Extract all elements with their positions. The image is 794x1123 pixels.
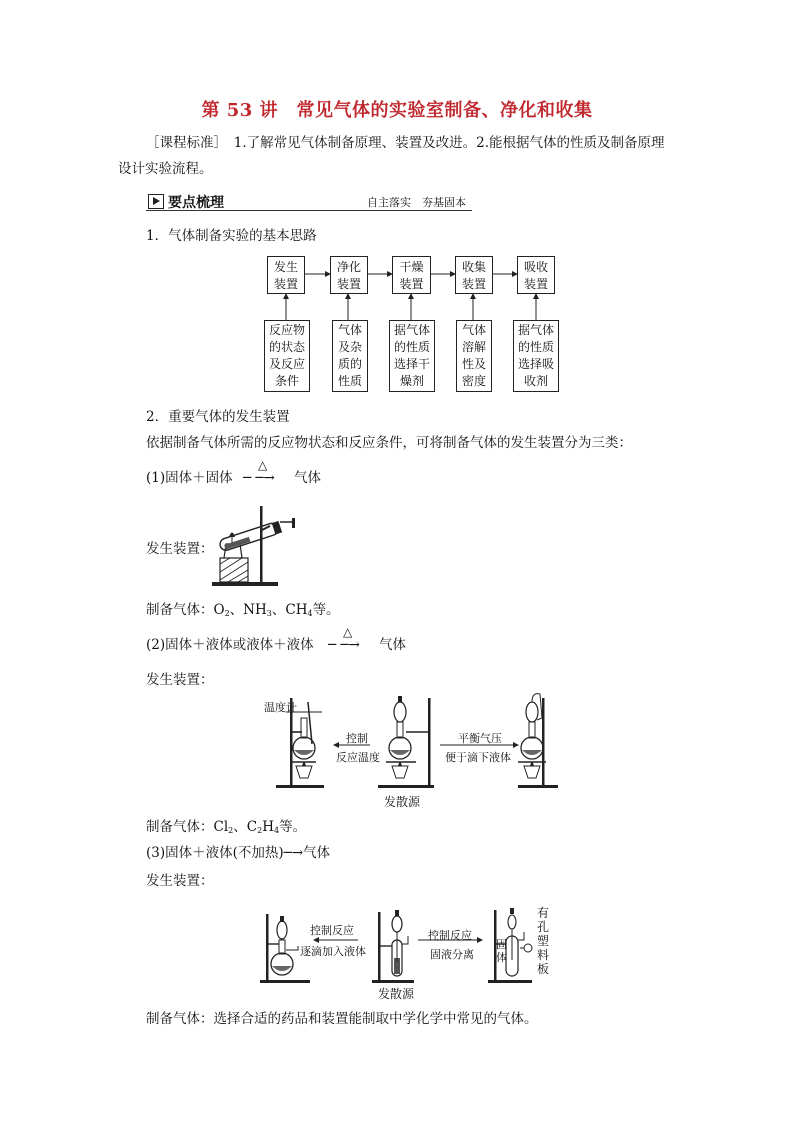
solid-heating-apparatus <box>208 500 300 590</box>
flow-note-impurity: 气体 及杂 质的 性质 <box>332 320 368 392</box>
s2-intro: 依据制备气体所需的反应物状态和反应条件，可将制备气体的发生装置分为三类： <box>146 435 632 451</box>
play-icon <box>148 194 164 209</box>
arrow-1: ─ ─→ <box>243 470 275 486</box>
type3-device-label: 发生装置： <box>146 873 214 889</box>
type3-gases: 制备气体：选择合适的药品和装置能制取中学化学中常见的气体。 <box>146 1011 538 1027</box>
flow-box-absorb: 吸收 装置 <box>517 256 555 294</box>
type2-label: (2)固体＋液体或液体＋液体 <box>146 637 314 653</box>
type3-arrow-right-top: 控制反应 <box>428 929 472 942</box>
course-standard-line2: 设计实验流程。 <box>118 161 213 177</box>
type2-arrow-left-top: 控制 <box>346 732 368 745</box>
flow-note-solubility: 气体 溶解 性及 密度 <box>456 320 492 392</box>
type2-arrow-right-top: 平衡气压 <box>458 732 502 745</box>
type2-gases: 制备气体：$Cl_2$、$C_2H_4$等。 <box>146 819 307 835</box>
type2-arrow-left-bottom: 反应温度 <box>336 751 380 764</box>
type1-label: (1)固体＋固体 <box>146 470 233 486</box>
type3-label: (3)固体＋液体(不加热)─→气体 <box>146 845 331 861</box>
flow-box-collect: 收集 装置 <box>455 256 493 294</box>
type3-source: 发散源 <box>378 987 415 1001</box>
s1-heading: 1．气体制备实验的基本思路 <box>146 228 317 244</box>
heat-mark-2: △ <box>343 625 353 639</box>
thermometer-label: 温度计 <box>264 701 297 714</box>
flow-box-dry: 干燥 装置 <box>392 256 431 294</box>
type1-product: 气体 <box>294 470 321 486</box>
type2-source: 发散源 <box>384 795 421 809</box>
flow-box-generate: 发生 装置 <box>267 256 305 294</box>
course-standard-line1: ［课程标准］ 1.了解常见气体制备原理、装置及改进。2.能根据气体的性质及制备原理 <box>146 135 665 151</box>
section-subtitle: 自主落实 夯基固本 <box>367 196 466 209</box>
flow-note-reactant: 反应物 的状态 及反应 条件 <box>264 320 310 392</box>
solid-label: 固 体 <box>496 938 507 964</box>
s2-heading: 2．重要气体的发生装置 <box>146 409 290 425</box>
flow-note-absorbent: 据气体 的性质 选择吸 收剂 <box>513 320 559 392</box>
arrow-2: ─ ─→ <box>328 637 360 653</box>
type2-device-label: 发生装置： <box>146 672 214 688</box>
type3-arrow-left-bottom: 逐滴加入液体 <box>300 945 366 958</box>
section-label: 要点梳理 <box>168 195 224 211</box>
section-header <box>146 192 472 211</box>
page-title: 第 53 讲 常见气体的实验室制备、净化和收集 <box>201 100 593 121</box>
type3-arrow-left-top: 控制反应 <box>310 924 354 937</box>
liquid-heating-apparatus <box>256 690 566 810</box>
type1-gases: 制备气体：$O_2$、$NH_3$、$CH_4$等。 <box>146 602 340 618</box>
type2-product: 气体 <box>379 637 406 653</box>
type2-arrow-right-bottom: 便于滴下液体 <box>445 751 511 764</box>
plastic-plate-label: 有 孔 塑 料 板 <box>537 906 550 976</box>
flow-note-drying-agent: 据气体 的性质 选择干 燥剂 <box>389 320 435 392</box>
heat-mark-1: △ <box>258 458 268 472</box>
flow-box-purify: 净化 装置 <box>330 256 368 294</box>
type3-arrow-right-bottom: 固液分离 <box>430 948 474 961</box>
type1-device-label: 发生装置： <box>146 541 214 557</box>
